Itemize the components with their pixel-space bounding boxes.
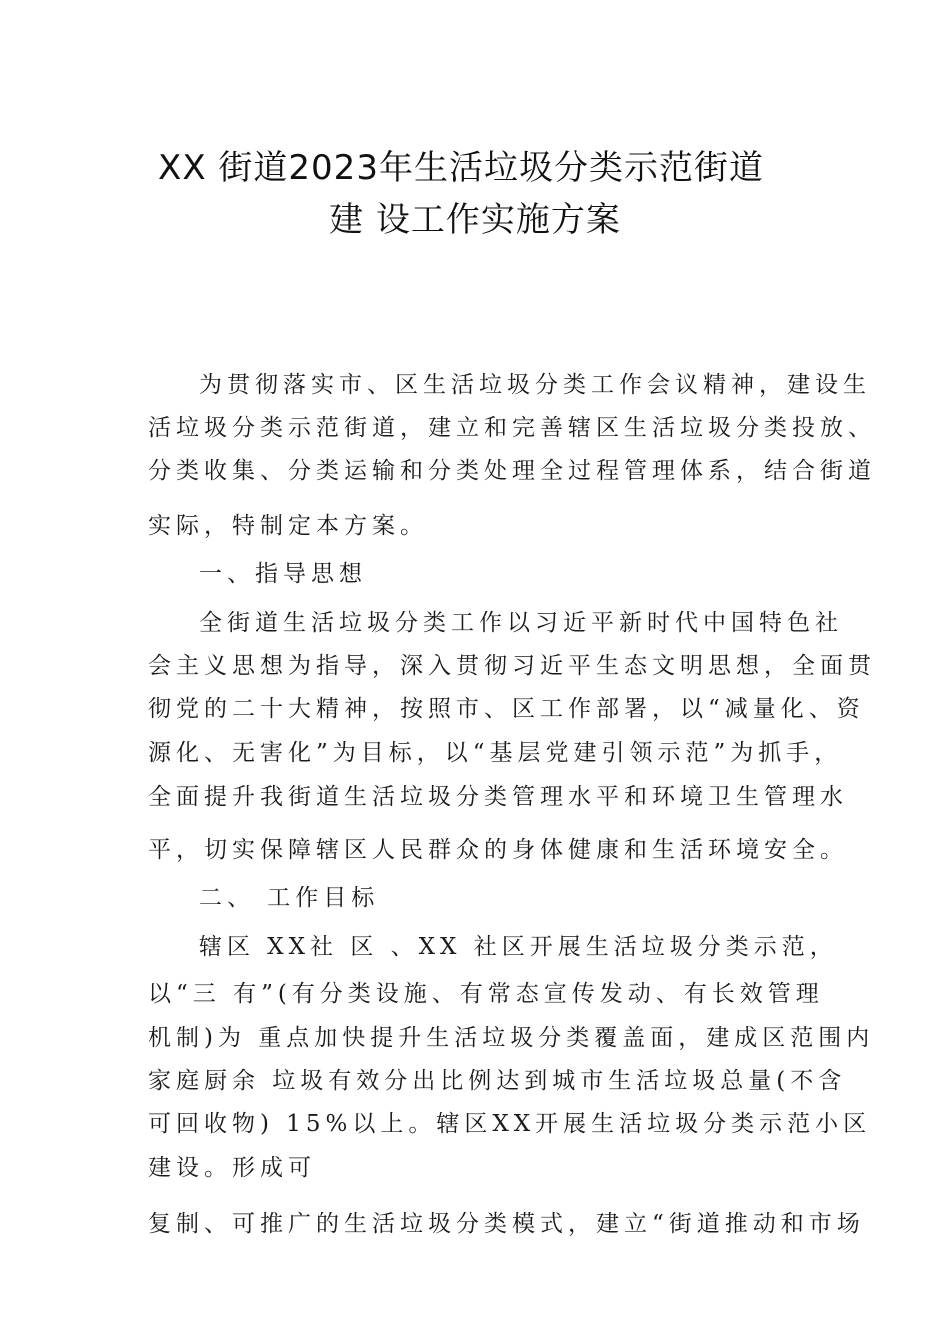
paragraph-line: 为贯彻落实市、区生活垃圾分类工作会议精神，建设生 — [199, 372, 871, 398]
paragraph-line: 全面提升我街道生活垃圾分类管理水平和环境卫生管理水 — [148, 784, 848, 810]
section-heading-work-goals: 二、 工作目标 — [199, 885, 380, 911]
paragraph-line: 实际，特制定本方案。 — [148, 513, 428, 539]
section-heading-guiding-ideology: 一、指导思想 — [199, 561, 367, 587]
paragraph-line: 平，切实保障辖区人民群众的身体健康和生活环境安全。 — [148, 837, 848, 863]
paragraph-line: 复制、可推广的生活垃圾分类模式，建立“街道推动和市场 — [148, 1211, 865, 1237]
paragraph-line: 源化、无害化”为目标，以“基层党建引领示范”为抓手， — [148, 740, 843, 766]
paragraph-line: 建设。形成可 — [148, 1155, 316, 1181]
paragraph-line: 全街道生活垃圾分类工作以习近平新时代中国特色社 — [199, 610, 843, 636]
paragraph-line: 以“三 有”(有分类设施、有常态宣传发动、有长效管理 — [148, 981, 824, 1007]
paragraph-line: 辖区 XX社 区 、XX 社区开展生活垃圾分类示范， — [199, 934, 838, 960]
paragraph-line: 可回收物) 15%以上。辖区XX开展生活垃圾分类示范小区 — [148, 1111, 872, 1137]
paragraph-line: 会主义思想为指导，深入贯彻习近平生态文明思想，全面贯 — [148, 653, 876, 679]
paragraph-line: 家庭厨余 垃圾有效分出比例达到城市生活垃圾总量(不含 — [148, 1068, 847, 1094]
paragraph-line: 彻党的二十大精神，按照市、区工作部署，以“减量化、资 — [148, 696, 865, 722]
paragraph-line: 活垃圾分类示范街道，建立和完善辖区生活垃圾分类投放、 — [148, 415, 876, 441]
document-title-line-2: 建 设工作实施方案 — [329, 200, 621, 240]
paragraph-line: 机制)为 重点加快提升生活垃圾分类覆盖面，建成区范围内 — [148, 1025, 875, 1051]
paragraph-line: 分类收集、分类运输和分类处理全过程管理体系，结合街道 — [148, 458, 876, 484]
document-title-line-1: XX 街道2023年生活垃圾分类示范街道 — [158, 148, 764, 188]
